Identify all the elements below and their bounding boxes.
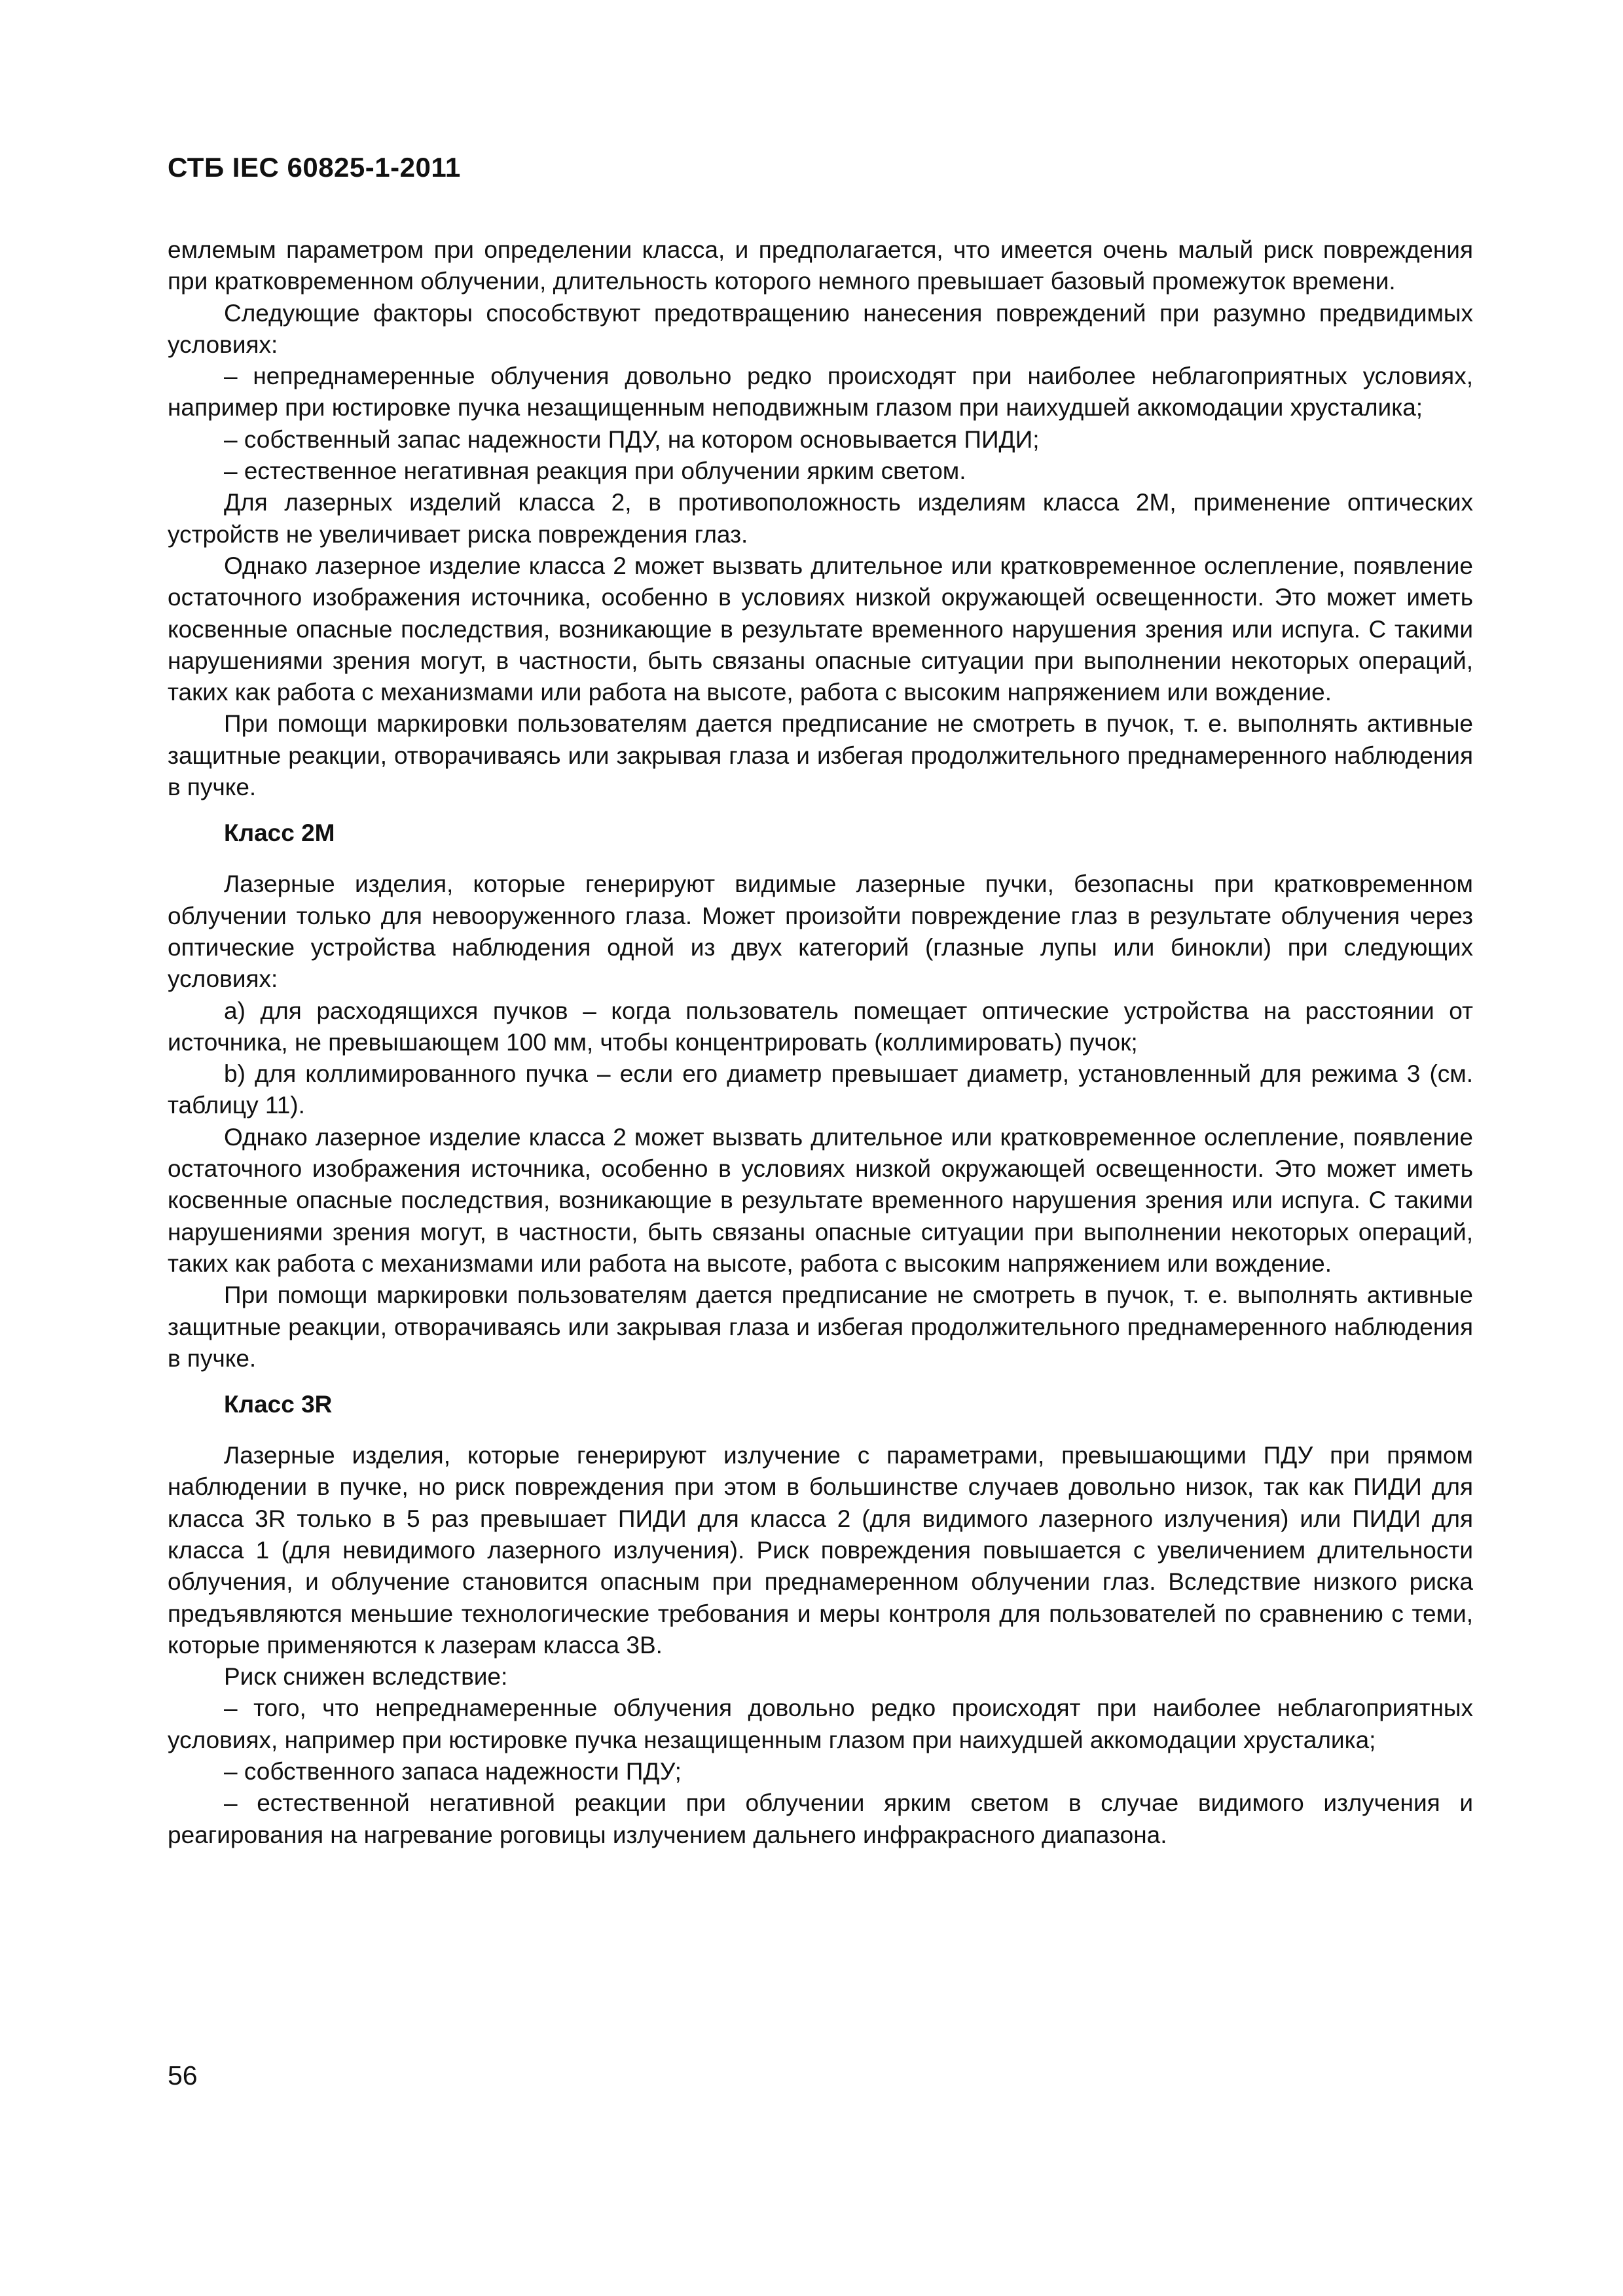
intro-list-item-2: – собственный запас надежности ПДУ, на котором основывается ПИДИ; [224, 425, 1040, 453]
intro-paragraph-2: Следующие факторы способствуют предотвращению нанесения повреждений при разумно предвидимых условиях: [168, 299, 1473, 358]
intro-list-item-1: – непреднамеренные облучения довольно редко происходят при наиболее неблагоприятных условиях, например при юстировке пучка незащищенным неподвижным глазом при наихудшей аккомодации хрусталика; [168, 363, 1473, 422]
section-heading-class-2m: Класс 2М [224, 819, 335, 847]
class-2m-item-b: b) для коллимированного пучка – если его диаметр превышает диаметр, установленный для режима 3 (см. таблицу 11). [168, 1060, 1473, 1119]
class-2m-paragraph-3: При помощи маркировки пользователям дается предписание не смотреть в пучок, т. е. выполнять активные защитные реакции, отворачиваясь или закрывая глаза и избегая продолжительного преднамеренного наблюдения в пучке. [168, 1282, 1473, 1372]
class-2m-paragraph-2: Однако лазерное изделие класса 2 может вызвать длительное или кратковременное ослепление, появление остаточного изображения источника, особенно в условиях низкой окружающей освещенности. Это может иметь косвенные опасные последствия, возникающие в результате временного нарушения зрения или испуга. С такими нарушениями зрения могут, в частности, быть связаны опасные ситуации при выполнении некоторых операций, таких как работа с механизмами или работа на высоте, работа с высоким напряжением или вождение. [168, 1123, 1473, 1277]
document-header: СТБ IEC 60825-1-2011 [168, 152, 461, 183]
intro-paragraph-1: емлемым параметром при определении класса, и предполагается, что имеется очень малый риск повреждения при кратковременном облучении, длительность которого немного превышает базовый промежуток времени. [168, 236, 1473, 295]
class-3r-list-item-2: – собственного запаса надежности ПДУ; [224, 1758, 682, 1785]
intro-paragraph-3: Для лазерных изделий класса 2, в противоположность изделиям класса 2М, применение оптических устройств не увеличивает риска повреждения глаз. [168, 489, 1473, 548]
class-2m-item-a: a) для расходящихся пучков – когда пользователь помещает оптические устройства на расстоянии от источника, не превышающем 100 мм, чтобы концентрировать (коллимировать) пучок; [168, 997, 1473, 1056]
section-heading-class-3r: Класс 3R [224, 1391, 333, 1418]
class-3r-paragraph-1: Лазерные изделия, которые генерируют излучение с параметрами, превышающими ПДУ при прямом наблюдении в пучке, но риск повреждения при этом в большинстве случаев довольно низок, так как ПИДИ для класса 3R только в 5 раз превышает ПИДИ для класса 2 (для видимого лазерного излучения) или ПИДИ для класса 1 (для невидимого лазерного излучения). Риск повреждения повышается с увеличением длительности облучения, и облучение становится опасным при преднамеренном облучении глаз. Вследствие низкого риска предъявляются меньшие технологические требования и меры контроля для пользователей по сравнению с теми, которые применяются к лазерам класса 3B. [168, 1442, 1473, 1659]
class-3r-list-item-1: – того, что непреднамеренные облучения довольно редко происходят при наиболее неблагоприятных условиях, например при юстировке пучка незащищенным глазом при наихудшей аккомодации хрусталика; [168, 1695, 1473, 1753]
intro-list-item-3: – естественное негативная реакция при облучении ярким светом. [224, 457, 966, 485]
class-3r-paragraph-2: Риск снижен вследствие: [224, 1663, 508, 1691]
document-body [168, 234, 1473, 1851]
intro-paragraph-4: Однако лазерное изделие класса 2 может вызвать длительное или кратковременное ослепление, появление остаточного изображения источника, особенно в условиях низкой окружающей освещенности. Это может иметь косвенные опасные последствия, возникающие в результате временного нарушения зрения или испуга. С такими нарушениями зрения могут, в частности, быть связаны опасные ситуации при выполнении некоторых операций, таких как работа с механизмами или работа на высоте, работа с высоким напряжением или вождение. [168, 552, 1473, 706]
intro-paragraph-5: При помощи маркировки пользователям дается предписание не смотреть в пучок, т. е. выполнять активные защитные реакции, отворачиваясь или закрывая глаза и избегая продолжительного преднамеренного наблюдения в пучке. [168, 710, 1473, 801]
class-3r-list-item-3: – естественной негативной реакции при облучении ярким светом в случае видимого излучения и реагирования на нагревание роговицы излучением дальнего инфракрасного диапазона. [168, 1789, 1473, 1848]
class-2m-paragraph-1: Лазерные изделия, которые генерируют видимые лазерные пучки, безопасны при кратковременном облучении только для невооруженного глаза. Может произойти повреждение глаз в результате облучения через оптические устройства наблюдения одной из двух категорий (глазные лупы или бинокли) при следующих условиях: [168, 870, 1473, 993]
page-number: 56 [168, 2060, 198, 2090]
